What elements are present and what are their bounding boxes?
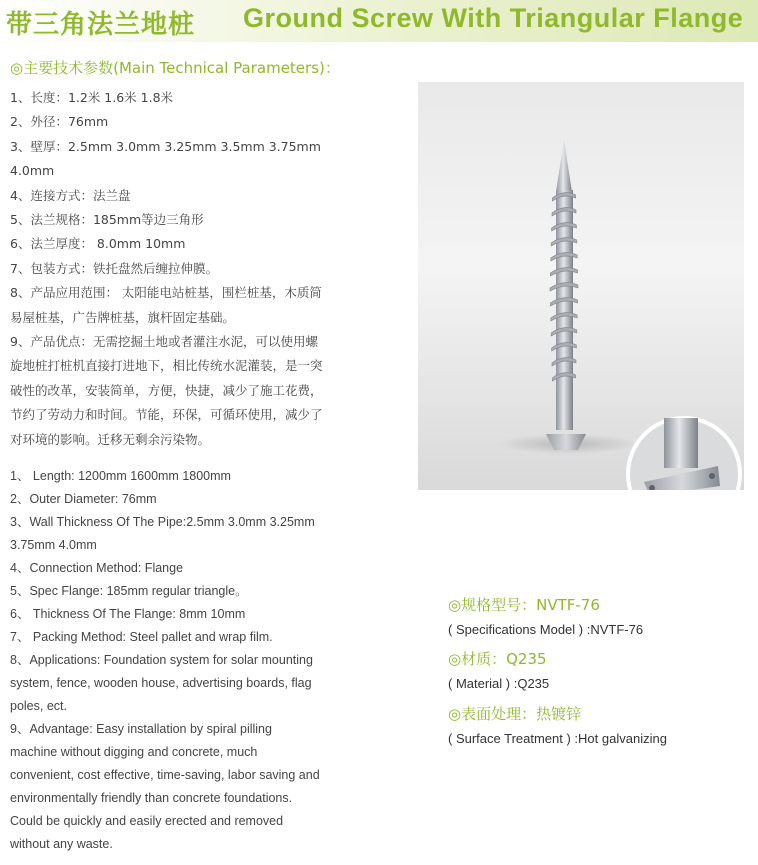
title-english: Ground Screw With Triangular Flange <box>243 3 744 33</box>
parameters-heading <box>10 57 340 78</box>
parameter-line: environmentally friendly than concrete foundations. <box>10 791 293 805</box>
parameters-heading-text: 主要技术参数(Main Technical Parameters)： <box>23 59 340 77</box>
surface-english: ( Surface Treatment ) :Hot galvanizing <box>448 731 667 746</box>
parameter-line: 7、包装方式：铁托盘然后缠拉伸膜。 <box>10 260 218 276</box>
parameter-line: 3、Wall Thickness Of The Pipe:2.5mm 3.0mm 3.25mm <box>10 515 315 529</box>
parameter-line: 9、Advantage: Easy installation by spiral pilling <box>10 722 272 736</box>
screw-tip <box>556 140 572 192</box>
parameter-line: 4、Connection Method: Flange <box>10 561 184 575</box>
parameter-line: 节约了劳动力和时间。节能，环保，可循环使用，减少了 <box>10 407 323 423</box>
parameter-line: 5、法兰规格：185mm等边三角形 <box>10 212 204 228</box>
surface-heading <box>448 703 581 724</box>
model-heading-text: 规格型号：NVTF-76 <box>461 596 600 614</box>
parameter-line: 破性的改革，安装简单，方便，快捷，减少了施工花费， <box>10 382 323 398</box>
bullet-circle-icon: ◎ <box>448 705 462 723</box>
parameter-line: 6、法兰厚度： 8.0mm 10mm <box>10 236 186 252</box>
ground-screw-illustration <box>418 82 744 490</box>
surface-heading-text: 表面处理：热镀锌 <box>461 705 582 723</box>
parameter-line: 3.75mm 4.0mm <box>10 538 97 552</box>
parameter-line: 9、产品优点：无需挖掘土地或者灌注水泥，可以使用螺 <box>10 334 318 350</box>
bullet-circle-icon: ◎ <box>448 596 462 614</box>
bullet-circle-icon: ◎ <box>10 59 24 77</box>
parameter-line: convenient, cost effective, time-saving, labor saving and <box>10 768 320 782</box>
parameter-line: 2、外径：76mm <box>10 114 109 130</box>
parameter-line: poles, ect. <box>10 699 67 713</box>
parameter-line: 4、连接方式：法兰盘 <box>10 187 131 203</box>
parameter-line: 2、Outer Diameter: 76mm <box>10 492 157 506</box>
material-heading <box>448 648 547 669</box>
parameter-line: Could be quickly and easily erected and removed <box>10 814 284 828</box>
product-photo <box>418 82 744 490</box>
parameter-line: 旋地桩打桩机直接打进地下，相比传统水泥灌装，是一突 <box>10 358 323 374</box>
material-heading-text: 材质：Q235 <box>461 650 547 668</box>
model-english: ( Specifications Model ) :NVTF-76 <box>448 622 644 637</box>
parameter-line: 8、产品应用范围： 太阳能电站桩基，围栏桩基，木质简 <box>10 285 322 301</box>
parameter-line: system, fence, wooden house, advertising boards, flag <box>10 676 312 690</box>
bolt-hole-icon <box>709 473 715 479</box>
parameter-line: 1、长度：1.2米 1.6米 1.8米 <box>10 90 174 105</box>
parameter-line: 7、 Packing Method: Steel pallet and wrap film. <box>10 630 273 644</box>
parameter-line: without any waste. <box>10 837 113 851</box>
parameter-line: 3、壁厚：2.5mm 3.0mm 3.25mm 3.5mm 3.75mm <box>10 138 321 154</box>
parameter-line: 易屋桩基，广告牌桩基，旗杆固定基础。 <box>10 309 236 325</box>
parameter-line: 1、 Length: 1200mm 1600mm 1800mm <box>10 469 231 483</box>
parameter-line: 5、Spec Flange: 185mm regular triangle。 <box>10 584 248 598</box>
header-banner <box>0 0 758 42</box>
parameter-line: 4.0mm <box>10 163 55 179</box>
title-chinese: 带三角法兰地桩 <box>6 10 196 40</box>
parameter-line: 对环境的影响。迁移无剩余污染物。 <box>10 431 211 447</box>
detail-pipe <box>664 418 698 468</box>
bullet-circle-icon: ◎ <box>448 650 462 668</box>
english-parameter-list <box>10 465 370 856</box>
chinese-parameter-list <box>10 86 370 452</box>
parameter-line: 8、Applications: Foundation system for solar mounting <box>10 653 313 667</box>
material-english: ( Material ) :Q235 <box>448 676 550 691</box>
parameter-line: machine without digging and concrete, much <box>10 745 258 759</box>
parameter-line: 6、 Thickness Of The Flange: 8mm 10mm <box>10 607 246 621</box>
model-heading <box>448 594 600 615</box>
